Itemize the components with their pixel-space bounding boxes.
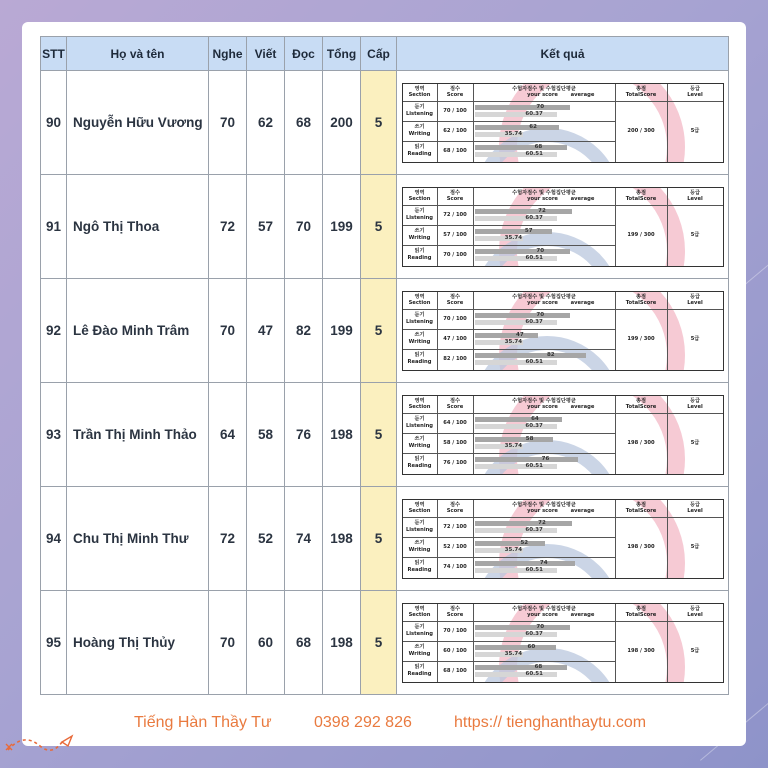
- cell-level: 5: [361, 487, 397, 591]
- report-writing-en: Writing: [408, 442, 431, 449]
- header-stt: STT: [41, 37, 67, 71]
- report-listening-en: Listening: [405, 630, 434, 637]
- report-total-score: 198 / 300: [627, 439, 655, 446]
- score-report-image: [402, 395, 724, 475]
- score-bar-writing: [475, 541, 546, 546]
- report-grade-en: Level: [687, 299, 703, 306]
- report-score-en: Score: [446, 403, 464, 410]
- average-bar-label-writing: 35.74: [504, 130, 523, 137]
- report-reading-score: 82 / 100: [443, 355, 467, 362]
- cell-listening: 70: [209, 71, 247, 175]
- score-report-image: [402, 499, 724, 579]
- average-bar-label-reading: 60.51: [525, 462, 543, 469]
- cell-stt: 92: [41, 279, 67, 383]
- score-bar-listening: [475, 521, 573, 526]
- cell-result: [397, 487, 729, 591]
- table-row: [41, 71, 729, 175]
- report-chart-title: 수험자점수 및 수험집단평균: [512, 501, 576, 508]
- report-listening-ko: 듣기: [414, 103, 425, 110]
- report-legend-avg: average: [570, 91, 595, 98]
- report-grade-ko: 등급: [689, 85, 701, 92]
- report-grade: 5급: [690, 543, 700, 550]
- score-bar-label-reading: 82: [546, 351, 555, 358]
- cell-stt: 95: [41, 591, 67, 695]
- cell-stt: 94: [41, 487, 67, 591]
- report-score-en: Score: [446, 611, 464, 618]
- report-section-en: Section: [408, 611, 431, 618]
- report-listening-score: 64 / 100: [443, 419, 467, 426]
- report-writing-ko: 쓰기: [414, 435, 425, 442]
- cell-listening: 70: [209, 591, 247, 695]
- average-bar-label-reading: 60.51: [525, 670, 543, 677]
- report-total-en: TotalScore: [625, 91, 657, 98]
- report-writing-score: 62 / 100: [443, 127, 467, 134]
- content-card: [22, 22, 746, 746]
- report-section-ko: 영역: [414, 605, 425, 612]
- report-grade-ko: 등급: [689, 501, 701, 508]
- report-total-score: 200 / 300: [627, 127, 655, 134]
- report-legend-score: your score: [527, 611, 558, 618]
- report-score-en: Score: [446, 507, 464, 514]
- cell-stt: 93: [41, 383, 67, 487]
- average-bar-listening: [475, 424, 557, 429]
- report-writing-ko: 쓰기: [414, 123, 425, 130]
- report-grade-en: Level: [687, 507, 703, 514]
- header-reading: Đọc: [285, 37, 323, 71]
- report-total-ko: 총점: [635, 501, 647, 508]
- footer-brand: Tiếng Hàn Thầy Tư: [134, 714, 272, 731]
- report-score-ko: 점수: [449, 501, 461, 508]
- report-legend-avg: average: [570, 299, 595, 306]
- score-bar-reading: [475, 353, 587, 358]
- table-row: [41, 279, 729, 383]
- score-bar-label-reading: 76: [541, 455, 550, 462]
- score-bar-reading: [475, 457, 578, 462]
- average-bar-label-reading: 60.51: [525, 358, 543, 365]
- report-writing-ko: 쓰기: [414, 331, 425, 338]
- cell-name: Trần Thị Minh Thảo: [67, 383, 209, 487]
- report-listening-ko: 듣기: [414, 311, 425, 318]
- score-bar-label-reading: 68: [534, 143, 543, 150]
- report-legend-score: your score: [527, 91, 558, 98]
- report-total-en: TotalScore: [625, 507, 657, 514]
- average-bar-label-reading: 60.51: [525, 254, 543, 261]
- score-bar-listening: [475, 209, 573, 214]
- report-grade-en: Level: [687, 403, 703, 410]
- report-writing-score: 57 / 100: [443, 231, 467, 238]
- score-bar-label-writing: 47: [516, 331, 524, 338]
- score-bar-label-listening: 70: [536, 103, 545, 110]
- report-listening-en: Listening: [405, 318, 434, 325]
- report-section-ko: 영역: [414, 85, 425, 92]
- cell-reading: 70: [285, 175, 323, 279]
- report-writing-en: Writing: [408, 546, 431, 553]
- report-grade: 5급: [690, 335, 700, 342]
- average-bar-label-writing: 35.74: [504, 650, 523, 657]
- report-writing-en: Writing: [408, 338, 431, 345]
- report-score-en: Score: [446, 91, 464, 98]
- cell-listening: 72: [209, 175, 247, 279]
- report-reading-ko: 읽기: [414, 455, 425, 462]
- report-section-ko: 영역: [414, 293, 425, 300]
- average-bar-listening: [475, 632, 557, 637]
- score-bar-label-listening: 64: [531, 415, 539, 422]
- cell-level: 5: [361, 591, 397, 695]
- report-total-score: 199 / 300: [627, 231, 655, 238]
- cell-level: 5: [361, 383, 397, 487]
- header-listening: Nghe: [209, 37, 247, 71]
- report-section-en: Section: [408, 299, 431, 306]
- report-writing-score: 47 / 100: [443, 335, 467, 342]
- report-reading-score: 68 / 100: [443, 667, 467, 674]
- report-section-en: Section: [408, 195, 431, 202]
- header-result: Kết quả: [397, 37, 729, 71]
- airplane-doodle-icon: [4, 730, 76, 760]
- report-section-en: Section: [408, 403, 431, 410]
- average-bar-label-listening: 60.37: [525, 318, 543, 325]
- average-bar-reading: [475, 672, 557, 677]
- report-reading-score: 70 / 100: [443, 251, 467, 258]
- footer-url[interactable]: https:// tienghanthaytu.com: [454, 714, 647, 731]
- report-score-ko: 점수: [449, 397, 461, 404]
- cell-result: [397, 175, 729, 279]
- table-row: [41, 175, 729, 279]
- report-legend-score: your score: [527, 195, 558, 202]
- average-bar-reading: [475, 360, 557, 365]
- cell-total: 198: [323, 383, 361, 487]
- report-reading-score: 76 / 100: [443, 459, 467, 466]
- score-report-image: [402, 187, 724, 267]
- report-grade: 5급: [690, 439, 700, 446]
- cell-writing: 62: [247, 71, 285, 175]
- cell-writing: 58: [247, 383, 285, 487]
- report-chart-title: 수험자점수 및 수험집단평균: [512, 189, 576, 196]
- average-bar-label-listening: 60.37: [525, 630, 543, 637]
- score-bar-listening: [475, 313, 570, 318]
- average-bar-reading: [475, 256, 557, 261]
- report-legend-score: your score: [527, 299, 558, 306]
- report-total-ko: 총점: [635, 85, 647, 92]
- score-bar-label-reading: 68: [534, 663, 543, 670]
- report-score-en: Score: [446, 299, 464, 306]
- report-listening-en: Listening: [405, 526, 434, 533]
- report-legend-avg: average: [570, 195, 595, 202]
- cell-name: Hoàng Thị Thủy: [67, 591, 209, 695]
- report-listening-ko: 듣기: [414, 519, 425, 526]
- score-report-image: [402, 603, 724, 683]
- score-bar-reading: [475, 249, 570, 254]
- average-bar-label-writing: 35.74: [504, 546, 523, 553]
- report-grade-ko: 등급: [689, 397, 701, 404]
- report-legend-score: your score: [527, 403, 558, 410]
- report-writing-score: 58 / 100: [443, 439, 467, 446]
- report-reading-ko: 읽기: [414, 247, 425, 254]
- score-bar-label-writing: 57: [524, 227, 533, 234]
- report-reading-ko: 읽기: [414, 143, 425, 150]
- cell-result: [397, 383, 729, 487]
- report-total-ko: 총점: [635, 293, 647, 300]
- cell-level: 5: [361, 71, 397, 175]
- score-bar-label-reading: 74: [539, 559, 548, 566]
- cell-name: Nguyễn Hữu Vương: [67, 71, 209, 175]
- report-writing-en: Writing: [408, 650, 431, 657]
- score-report-image: [402, 291, 724, 371]
- report-reading-ko: 읽기: [414, 351, 425, 358]
- score-bar-label-reading: 70: [536, 247, 545, 254]
- report-listening-ko: 듣기: [414, 623, 425, 630]
- score-bar-writing: [475, 125, 559, 130]
- score-bar-listening: [475, 625, 570, 630]
- average-bar-label-writing: 35.74: [504, 234, 523, 241]
- average-bar-reading: [475, 152, 557, 157]
- table-header-row: [41, 37, 729, 71]
- results-table: [40, 36, 729, 695]
- cell-name: Ngô Thị Thoa: [67, 175, 209, 279]
- cell-reading: 82: [285, 279, 323, 383]
- report-section-en: Section: [408, 507, 431, 514]
- average-bar-listening: [475, 528, 557, 533]
- report-writing-en: Writing: [408, 130, 431, 137]
- score-bar-writing: [475, 645, 557, 650]
- cell-reading: 76: [285, 383, 323, 487]
- report-total-en: TotalScore: [625, 403, 657, 410]
- table-row: [41, 383, 729, 487]
- table-row: [41, 487, 729, 591]
- report-legend-score: your score: [527, 507, 558, 514]
- report-legend-avg: average: [570, 507, 595, 514]
- cell-writing: 52: [247, 487, 285, 591]
- report-writing-ko: 쓰기: [414, 227, 425, 234]
- report-score-ko: 점수: [449, 605, 461, 612]
- report-score-en: Score: [446, 195, 464, 202]
- cell-name: Chu Thị Minh Thư: [67, 487, 209, 591]
- report-reading-en: Reading: [407, 150, 432, 157]
- cell-total: 198: [323, 591, 361, 695]
- report-reading-en: Reading: [407, 462, 432, 469]
- score-bar-label-listening: 70: [536, 623, 545, 630]
- score-bar-reading: [475, 145, 567, 150]
- report-writing-score: 52 / 100: [443, 543, 467, 550]
- report-legend-avg: average: [570, 403, 595, 410]
- report-listening-score: 72 / 100: [443, 211, 467, 218]
- score-bar-label-writing: 62: [529, 123, 537, 130]
- header-total: Tổng: [323, 37, 361, 71]
- report-grade: 5급: [690, 231, 700, 238]
- cell-writing: 57: [247, 175, 285, 279]
- report-reading-en: Reading: [407, 254, 432, 261]
- score-bar-writing: [475, 333, 539, 338]
- report-grade-en: Level: [687, 611, 703, 618]
- report-listening-en: Listening: [405, 110, 434, 117]
- footer-phone: 0398 292 826: [314, 714, 412, 731]
- report-reading-score: 74 / 100: [443, 563, 467, 570]
- average-bar-label-reading: 60.51: [525, 566, 543, 573]
- cell-level: 5: [361, 175, 397, 279]
- average-bar-listening: [475, 112, 557, 117]
- report-reading-ko: 읽기: [414, 663, 425, 670]
- table-row: [41, 591, 729, 695]
- average-bar-label-writing: 35.74: [504, 338, 523, 345]
- score-bar-label-listening: 72: [538, 207, 546, 214]
- report-total-en: TotalScore: [625, 611, 657, 618]
- report-chart-title: 수험자점수 및 수험집단평균: [512, 605, 576, 612]
- report-reading-en: Reading: [407, 358, 432, 365]
- cell-reading: 74: [285, 487, 323, 591]
- report-chart-title: 수험자점수 및 수험집단평균: [512, 293, 576, 300]
- report-writing-en: Writing: [408, 234, 431, 241]
- report-total-en: TotalScore: [625, 299, 657, 306]
- cell-listening: 72: [209, 487, 247, 591]
- average-bar-label-listening: 60.37: [525, 214, 543, 221]
- report-grade-ko: 등급: [689, 293, 701, 300]
- average-bar-label-listening: 60.37: [525, 110, 543, 117]
- header-writing: Viết: [247, 37, 285, 71]
- cell-result: [397, 591, 729, 695]
- cell-writing: 47: [247, 279, 285, 383]
- report-reading-en: Reading: [407, 566, 432, 573]
- report-reading-score: 68 / 100: [443, 147, 467, 154]
- score-report-image: [402, 83, 724, 163]
- report-listening-ko: 듣기: [414, 207, 425, 214]
- report-section-en: Section: [408, 91, 431, 98]
- cell-total: 199: [323, 279, 361, 383]
- report-reading-ko: 읽기: [414, 559, 425, 566]
- score-bar-writing: [475, 229, 553, 234]
- score-bar-label-writing: 60: [527, 643, 536, 650]
- report-section-ko: 영역: [414, 501, 425, 508]
- report-grade: 5급: [690, 647, 700, 654]
- score-bar-label-writing: 58: [525, 435, 534, 442]
- score-bar-listening: [475, 105, 570, 110]
- cell-reading: 68: [285, 591, 323, 695]
- score-bar-label-listening: 72: [538, 519, 546, 526]
- score-bar-label-writing: 52: [520, 539, 529, 546]
- header-name: Họ và tên: [67, 37, 209, 71]
- average-bar-label-reading: 60.51: [525, 150, 543, 157]
- report-listening-score: 70 / 100: [443, 107, 467, 114]
- average-bar-listening: [475, 320, 557, 325]
- footer: [22, 714, 746, 740]
- cell-total: 198: [323, 487, 361, 591]
- average-bar-label-listening: 60.37: [525, 526, 543, 533]
- report-total-score: 199 / 300: [627, 335, 655, 342]
- report-listening-en: Listening: [405, 422, 434, 429]
- cell-level: 5: [361, 279, 397, 383]
- report-listening-score: 70 / 100: [443, 627, 467, 634]
- report-listening-en: Listening: [405, 214, 434, 221]
- average-bar-label-writing: 35.74: [504, 442, 523, 449]
- report-legend-avg: average: [570, 611, 595, 618]
- report-listening-score: 72 / 100: [443, 523, 467, 530]
- report-grade-en: Level: [687, 91, 703, 98]
- report-reading-en: Reading: [407, 670, 432, 677]
- report-chart-title: 수험자점수 및 수험집단평균: [512, 85, 576, 92]
- report-total-en: TotalScore: [625, 195, 657, 202]
- report-writing-ko: 쓰기: [414, 539, 425, 546]
- cell-reading: 68: [285, 71, 323, 175]
- report-listening-score: 70 / 100: [443, 315, 467, 322]
- report-section-ko: 영역: [414, 189, 425, 196]
- cell-writing: 60: [247, 591, 285, 695]
- cell-listening: 70: [209, 279, 247, 383]
- report-grade-en: Level: [687, 195, 703, 202]
- report-score-ko: 점수: [449, 293, 461, 300]
- score-bar-reading: [475, 561, 576, 566]
- report-listening-ko: 듣기: [414, 415, 425, 422]
- score-bar-label-listening: 70: [536, 311, 545, 318]
- header-level: Cấp: [361, 37, 397, 71]
- average-bar-label-listening: 60.37: [525, 422, 543, 429]
- cell-total: 199: [323, 175, 361, 279]
- report-chart-title: 수험자점수 및 수험집단평균: [512, 397, 576, 404]
- average-bar-listening: [475, 216, 557, 221]
- average-bar-reading: [475, 464, 557, 469]
- cell-result: [397, 279, 729, 383]
- cell-result: [397, 71, 729, 175]
- score-bar-listening: [475, 417, 562, 422]
- report-grade-ko: 등급: [689, 189, 701, 196]
- report-section-ko: 영역: [414, 397, 425, 404]
- cell-stt: 91: [41, 175, 67, 279]
- cell-name: Lê Đào Minh Trâm: [67, 279, 209, 383]
- report-grade-ko: 등급: [689, 605, 701, 612]
- report-writing-score: 60 / 100: [443, 647, 467, 654]
- report-score-ko: 점수: [449, 189, 461, 196]
- report-grade: 5급: [690, 127, 700, 134]
- report-total-ko: 총점: [635, 605, 647, 612]
- score-bar-reading: [475, 665, 567, 670]
- report-writing-ko: 쓰기: [414, 643, 425, 650]
- report-total-score: 198 / 300: [627, 543, 655, 550]
- report-total-ko: 총점: [635, 397, 647, 404]
- cell-stt: 90: [41, 71, 67, 175]
- cell-listening: 64: [209, 383, 247, 487]
- report-total-ko: 총점: [635, 189, 647, 196]
- score-bar-writing: [475, 437, 554, 442]
- cell-total: 200: [323, 71, 361, 175]
- report-total-score: 198 / 300: [627, 647, 655, 654]
- report-score-ko: 점수: [449, 85, 461, 92]
- average-bar-reading: [475, 568, 557, 573]
